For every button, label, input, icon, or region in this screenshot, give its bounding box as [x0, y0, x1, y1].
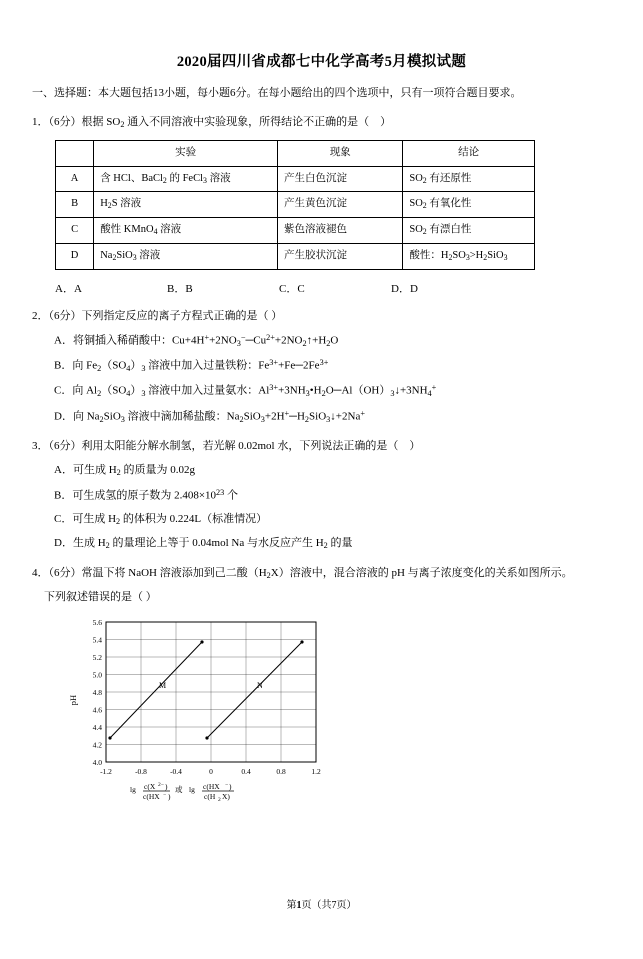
- svg-text:0.8: 0.8: [276, 766, 286, 776]
- question-2-option-c[interactable]: C．向 $Al_2(SO_4)_3$ 溶液中加入过量氨水：$Al^{3+}+3NH_3•H_2O─Al(OH)_3↓+3NH_4^+$: [54, 383, 437, 399]
- svg-text:): ): [229, 781, 232, 791]
- svg-text:4.8: 4.8: [92, 687, 102, 697]
- table-header-conclusion: 结论: [403, 141, 535, 167]
- row-conclusion: 酸性：$H_2SO_3>H_2SiO_3$: [403, 243, 535, 269]
- row-phenomenon: 产生胶状沉淀: [278, 243, 403, 269]
- question-2-option-b[interactable]: B．向 $Fe_2(SO_4)_3$ 溶液中加入过量铁粉：$Fe^{3+}+Fe─2Fe^{3+}$: [54, 358, 329, 374]
- experiment-table: [55, 140, 535, 269]
- svg-text:2: 2: [218, 796, 221, 803]
- question-2-option-a[interactable]: A．将铜插入稀硝酸中：$Cu+4H^++2NO_3^-─Cu^{2+}+2NO_2↑+H_2O$: [54, 333, 339, 348]
- svg-text:2−: 2−: [158, 781, 164, 788]
- svg-text:pH: pH: [68, 694, 78, 706]
- row-conclusion: $SO_2$ 有还原性: [403, 166, 535, 192]
- svg-text:−: −: [225, 781, 229, 788]
- svg-text:5.4: 5.4: [92, 635, 102, 645]
- svg-text:5.6: 5.6: [92, 617, 102, 627]
- svg-text:4.2: 4.2: [92, 740, 102, 750]
- table-header-experiment: 实验: [94, 141, 278, 167]
- question-3-option-b[interactable]: B．可生成氢的原子数为 $2.408\times 10^{23}$ 个: [54, 487, 239, 502]
- row-label: C: [56, 218, 94, 244]
- svg-text:M: M: [159, 680, 167, 690]
- question-3-option-a[interactable]: A．可生成 $H_2$ 的质量为 0.02g: [54, 464, 196, 478]
- table-header-row: [56, 141, 535, 167]
- question-3-option-c[interactable]: C．可生成 $H_2$ 的体积为 0.224L（标准情况）: [54, 512, 268, 526]
- svg-text:5.0: 5.0: [92, 670, 102, 680]
- svg-text:c(HX: c(HX: [203, 781, 220, 791]
- footer-total-pages: 7: [331, 900, 337, 911]
- svg-text:-0.8: -0.8: [135, 766, 147, 776]
- row-experiment: $Na_2SiO_3$ 溶液: [94, 243, 278, 269]
- svg-text:0: 0: [209, 766, 213, 776]
- section-heading: 一、选择题：本大题包括13小题，每小题6分。在每小题给出的四个选项中，只有一项符合题目要求。: [32, 87, 522, 99]
- question-3-stem: 3．（6分）利用太阳能分解水制氢，若光解 0.02mol 水，下列说法正确的是（ ）: [32, 439, 421, 452]
- row-phenomenon: 紫色溶液褪色: [278, 218, 403, 244]
- row-experiment: $H_2S$ 溶液: [94, 192, 278, 218]
- row-experiment: 含 HCl、BaCl$_2$ 的 FeCl$_3$ 溶液: [94, 166, 278, 192]
- svg-text:c(X: c(X: [144, 781, 156, 791]
- svg-text:c(HX: c(HX: [143, 791, 160, 801]
- svg-text:4.6: 4.6: [92, 705, 102, 715]
- row-label: B: [56, 192, 94, 218]
- svg-text:): ): [168, 791, 171, 801]
- svg-text:4.4: 4.4: [92, 722, 102, 732]
- svg-text:N: N: [257, 680, 263, 690]
- svg-text:4.0: 4.0: [92, 757, 102, 767]
- answer-option-a[interactable]: A．A: [55, 282, 82, 295]
- table-row: [56, 192, 535, 218]
- svg-text:1.2: 1.2: [311, 766, 321, 776]
- row-phenomenon: 产生白色沉淀: [278, 166, 403, 192]
- question-4: [32, 565, 613, 606]
- question-3-option-d[interactable]: D．生成 $H_2$ 的量理论上等于 0.04mol Na 与水反应产生 $H_2$ 的量: [54, 537, 353, 551]
- question-2-option-d[interactable]: D．向 $Na_2SiO_3$ 溶液中滴加稀盐酸：$Na_2SiO_3+2H^+─H_2SiO_3↓+2Na^+$: [54, 408, 365, 424]
- row-experiment: 酸性 KMnO$_4$ 溶液: [94, 218, 278, 244]
- svg-text:): ): [165, 781, 168, 791]
- question-1-stem: 1．（6分）根据 $SO_2$ 通入不同溶液中实验现象，所得结论不正确的是（ ）: [32, 115, 392, 129]
- table-row: [56, 243, 535, 269]
- svg-text:X): X): [222, 791, 230, 801]
- svg-text:c(H: c(H: [204, 791, 216, 801]
- footer-page-number: 1: [296, 900, 302, 911]
- row-conclusion: $SO_2$ 有漂白性: [403, 218, 535, 244]
- question-1: [32, 114, 613, 132]
- svg-text:5.2: 5.2: [92, 652, 102, 662]
- page-footer: 第1页（共7页）: [286, 900, 357, 911]
- question-3: [32, 438, 613, 553]
- question-2: [32, 308, 613, 426]
- row-phenomenon: 产生黄色沉淀: [278, 192, 403, 218]
- answer-option-d[interactable]: D．D: [391, 282, 418, 295]
- table-header-blank: [56, 141, 94, 167]
- answer-option-b[interactable]: B．B: [167, 282, 193, 295]
- row-label: D: [56, 243, 94, 269]
- svg-text:lg: lg: [130, 784, 136, 794]
- ph-chart: [58, 614, 643, 809]
- svg-text:或: 或: [175, 784, 183, 794]
- answer-option-c[interactable]: C．C: [279, 282, 305, 295]
- question-4-stem-cont: 下列叙述错误的是（ ）: [44, 591, 157, 604]
- ph-chart-svg: [58, 614, 358, 804]
- row-label: A: [56, 166, 94, 192]
- table-row: [56, 218, 535, 244]
- table-header-phenomenon: 现象: [278, 141, 403, 167]
- svg-text:lg: lg: [189, 784, 195, 794]
- svg-text:0.4: 0.4: [241, 766, 251, 776]
- svg-text:-1.2: -1.2: [100, 766, 112, 776]
- svg-text:−: −: [163, 791, 167, 798]
- question-4-stem: 4．（6分）常温下将 NaOH 溶液添加到己二酸$(H_2X)$溶液中，混合溶液的 pH 与离子浓度变化的关系如图所示。: [32, 566, 573, 580]
- row-conclusion: $SO_2$ 有氧化性: [403, 192, 535, 218]
- page-title: 2020届四川省成都七中化学高考5月模拟试题: [176, 54, 467, 70]
- document-page: [0, 50, 643, 959]
- question-1-answers: [55, 280, 643, 296]
- question-2-stem: 2．（6分）下列指定反应的离子方程式正确的是（ ）: [32, 309, 283, 322]
- table-row: [56, 166, 535, 192]
- svg-text:-0.4: -0.4: [170, 766, 182, 776]
